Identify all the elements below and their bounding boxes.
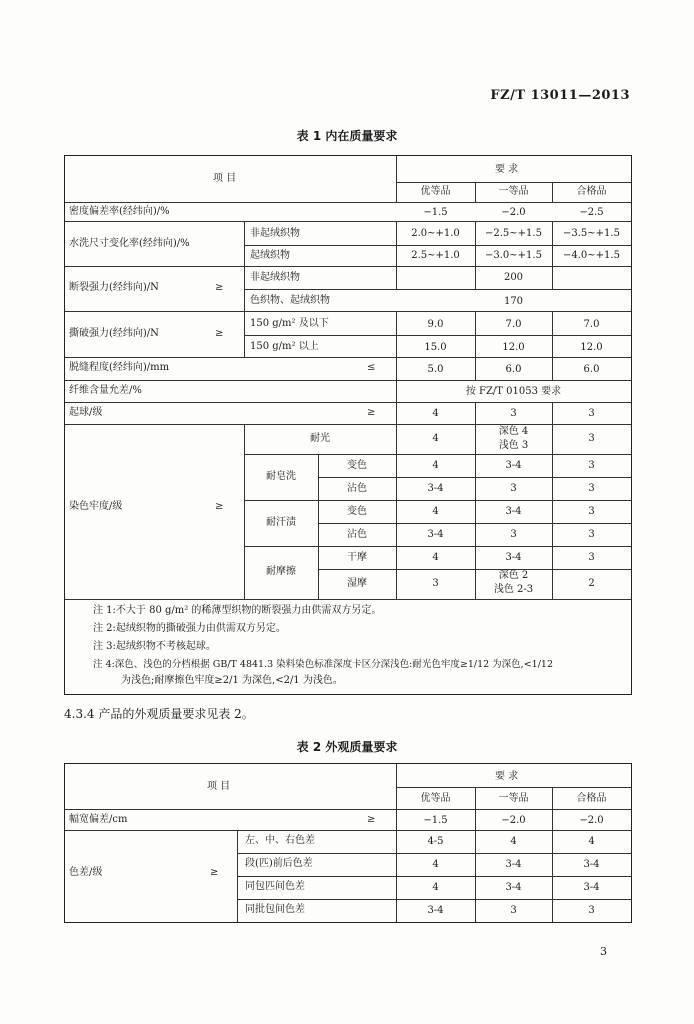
t1-light-label: 耐光 (310, 433, 330, 444)
table-cell: 3 (588, 905, 595, 916)
t1-head-grade-3: 合格品 (576, 186, 607, 197)
table-cell: 3-4 (505, 552, 522, 563)
table-cell: 深色 2 (498, 570, 529, 581)
t1-fiber-content-label: 纤维含量允差/% (69, 385, 142, 396)
table-cell: 4 (432, 460, 439, 471)
t1-rubbing-label: 耐摩擦 (266, 566, 296, 577)
table-cell: 6.0 (505, 364, 522, 375)
t1-symbol: ≥ (215, 282, 224, 293)
table-cell: −1.5 (423, 207, 448, 218)
table-cell: −3.0~+1.5 (485, 250, 542, 261)
table-cell: 4 (432, 433, 439, 444)
table-cell: 12.0 (502, 342, 525, 353)
table-cell: 5.0 (427, 364, 444, 375)
table-cell: 9.0 (427, 319, 444, 330)
table-cell: 3-4 (583, 859, 600, 870)
t1-shrinkage-label: 水洗尺寸变化率(经纬向)/% (69, 238, 190, 249)
t1-symbol: ≥ (215, 328, 224, 339)
t2-color-difference-label: 色差/级 (69, 867, 103, 878)
table-cell: 3-4 (505, 460, 522, 471)
t1-symbol: ≥ (215, 501, 224, 512)
t1-colorfastness-label: 染色牢度/级 (69, 501, 123, 512)
table-cell: 200 (503, 272, 524, 283)
t1-pilling-label: 起球/级 (69, 407, 103, 418)
table-cell: 3 (588, 433, 595, 444)
t1-sub-label: 150 g/m² 及以下 (250, 318, 329, 329)
table-cell: 2.0~+1.0 (411, 228, 460, 239)
table-cell: 15.0 (424, 342, 447, 353)
t2-head-requirement: 要 求 (495, 771, 519, 782)
t2-sub-label: 左、中、右色差 (245, 835, 315, 846)
t1-head-item: 项 目 (213, 173, 237, 184)
table-cell: 3 (510, 905, 517, 916)
table-cell: −1.5 (423, 815, 448, 826)
t1-sub-label: 色织物、起绒织物 (250, 295, 330, 306)
table-cell: −2.0 (501, 207, 526, 218)
t1-note-1: 注 1:不大于 80 g/m² 的稀薄型织物的断裂强力由供需双方另定。 (93, 605, 382, 616)
table-cell: 4 (432, 859, 439, 870)
t1-sub-label: 沾色 (347, 483, 367, 494)
t1-breaking-strength-label: 断裂强力(经纬向)/N (69, 282, 159, 293)
table-cell: 3-4 (505, 506, 522, 517)
table-cell: 7.0 (583, 319, 600, 330)
table-cell: 3-4 (427, 905, 444, 916)
t1-tear-strength-label: 撕破强力(经纬向)/N (69, 328, 159, 339)
t1-note-2: 注 2:起绒织物的撕破强力由供需双方另定。 (93, 623, 286, 634)
t1-note-4: 注 4:深色、浅色的分档根据 GB/T 4841.3 染料染色标准深度卡区分深浅色:耐光色牢度≥1/12 为深色,<1/12 (93, 659, 553, 670)
standard-number-header: FZ/T 13011—2013 (490, 88, 630, 103)
t2-head-grade-2: 一等品 (498, 793, 529, 804)
table-cell: 3-4 (505, 882, 522, 893)
t2-symbol: ≥ (367, 814, 376, 825)
t1-sub-label: 非起绒织物 (250, 228, 300, 239)
table2-caption: 表 2 外观质量要求 (296, 740, 398, 754)
table-cell: 2 (588, 578, 595, 589)
table-cell: 3 (510, 529, 517, 540)
table-cell: 4 (432, 506, 439, 517)
table-cell: 3-4 (505, 859, 522, 870)
table-cell: −4.0~+1.5 (563, 250, 620, 261)
table-cell: 3 (588, 552, 595, 563)
t1-head-grade-1: 优等品 (420, 186, 451, 197)
table-cell: 2.5~+1.0 (411, 250, 460, 261)
table-cell: −2.5~+1.5 (485, 228, 542, 239)
page-number: 3 (600, 945, 607, 958)
t1-soaping-label: 耐皂洗 (266, 471, 296, 482)
t2-sub-label: 同包匹间色差 (245, 881, 305, 892)
table-cell: 3 (510, 483, 517, 494)
table2 (64, 763, 632, 923)
t1-note-3: 注 3:起绒织物不考核起球。 (93, 641, 216, 652)
table-cell: 7.0 (505, 319, 522, 330)
table-cell: 3-4 (427, 529, 444, 540)
t2-symbol: ≥ (210, 867, 219, 878)
table-cell: 3 (588, 408, 595, 419)
table-cell: 4 (432, 408, 439, 419)
table-cell: −2.0 (501, 815, 526, 826)
t2-sub-label: 段(匹)前后色差 (245, 858, 313, 869)
table-cell: 3 (588, 529, 595, 540)
table-cell: −2.0 (579, 815, 604, 826)
table1 (64, 155, 632, 695)
table-cell: 4-5 (427, 836, 444, 847)
t1-head-grade-2: 一等品 (498, 186, 529, 197)
t1-seam-slippage-label: 脱缝程度(经纬向)/mm (69, 362, 170, 373)
table-cell: 3 (588, 506, 595, 517)
table-cell: 4 (588, 836, 595, 847)
t1-density-label: 密度偏差率(经纬向)/% (69, 206, 170, 217)
t1-sub-label: 起绒织物 (250, 250, 290, 261)
table-cell: 4 (510, 836, 517, 847)
table-cell: 3 (588, 460, 595, 471)
t2-head-grade-1: 优等品 (420, 793, 451, 804)
t1-head-requirement: 要 求 (495, 164, 519, 175)
t1-note-4-cont: 为浅色;耐摩擦色牢度≥2/1 为深色,<2/1 为浅色。 (121, 675, 343, 686)
t1-symbol: ≥ (367, 407, 376, 418)
table-cell: 深色 4 (498, 426, 529, 437)
table-cell: 170 (503, 296, 524, 307)
table-cell: 3 (510, 408, 517, 419)
t1-sub-label: 150 g/m² 以上 (250, 341, 319, 352)
table1-caption: 表 1 内在质量要求 (296, 129, 398, 143)
t1-perspiration-label: 耐汗渍 (266, 517, 296, 528)
table-cell: 3 (432, 578, 439, 589)
t1-sub-label: 变色 (347, 506, 367, 517)
t2-width-deviation-label: 幅宽偏差/cm (69, 814, 128, 825)
table-cell: −2.5 (579, 207, 604, 218)
t1-sub-label: 湿摩 (347, 578, 367, 589)
t1-sub-label: 干摩 (347, 552, 367, 563)
t2-head-grade-3: 合格品 (576, 793, 607, 804)
t1-symbol: ≤ (367, 362, 376, 373)
table-cell: 浅色 2-3 (493, 584, 534, 595)
t1-sub-label: 变色 (347, 460, 367, 471)
t1-sub-label: 非起绒织物 (250, 272, 300, 283)
table-cell: 4 (432, 882, 439, 893)
table-cell: 3 (588, 483, 595, 494)
table-cell: 12.0 (580, 342, 603, 353)
table-cell: 按 FZ/T 01053 要求 (465, 386, 562, 397)
table-cell: 6.0 (583, 364, 600, 375)
table-cell: −3.5~+1.5 (563, 228, 620, 239)
t1-sub-label: 沾色 (347, 529, 367, 540)
table-cell: 3-4 (583, 882, 600, 893)
table-cell: 浅色 3 (498, 440, 529, 451)
table-cell: 4 (432, 552, 439, 563)
t2-sub-label: 同批包间色差 (245, 904, 305, 915)
paragraph-4-3-4: 4.3.4 产品的外观质量要求见表 2。 (64, 707, 254, 721)
t2-head-item: 项 目 (207, 781, 231, 792)
table-cell: 3-4 (427, 483, 444, 494)
